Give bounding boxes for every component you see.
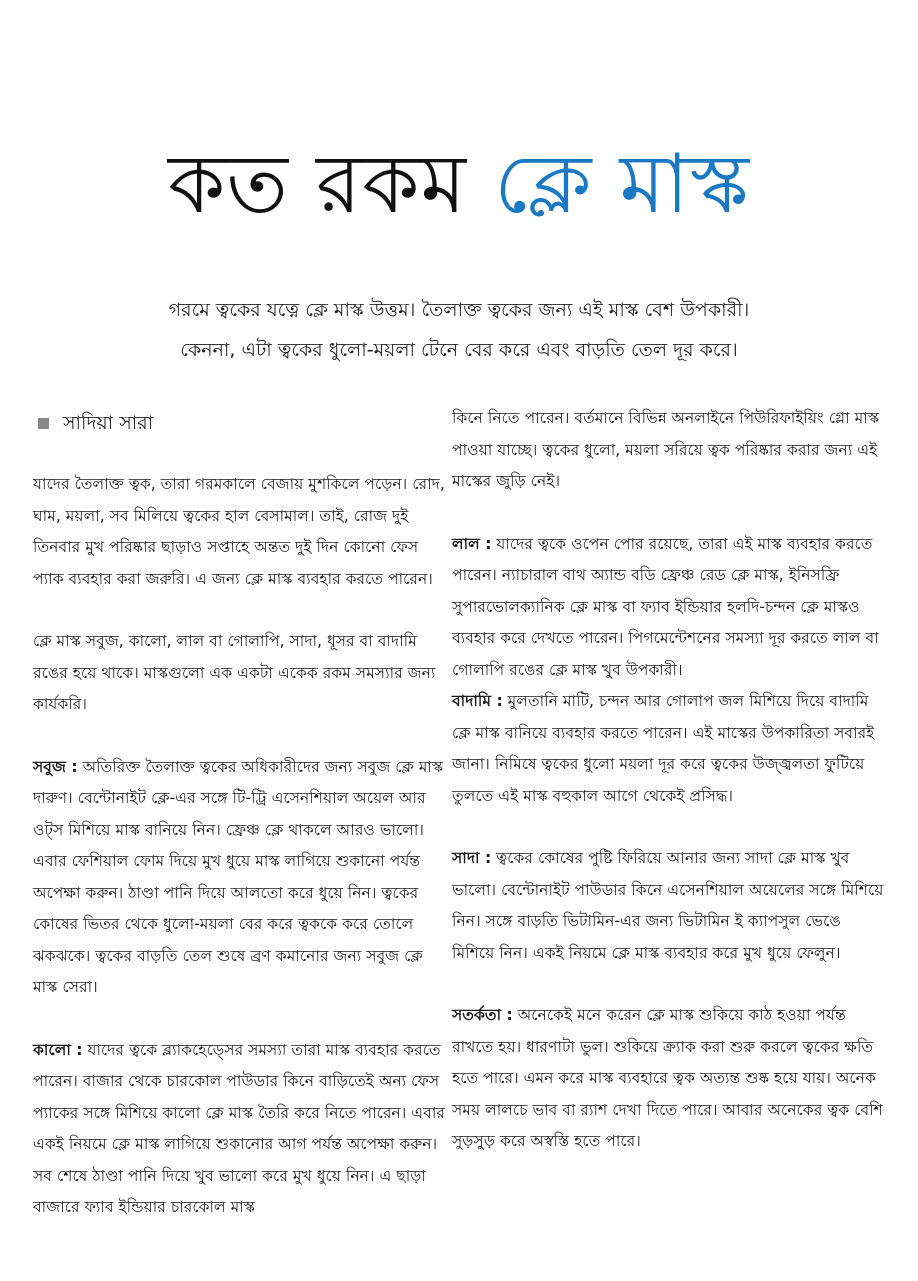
paragraph-colors: ক্লে মাস্ক সবুজ, কালো, লাল বা গোলাপি, সাদা, ধূসর বা বাদামি রঙের হয়ে থাকে। মাস্কগুলো এক একটা একেক রকম সমস্যার জন্য কার্যকরি। xyxy=(33,632,436,713)
intro-line-2: কেননা, এটা ত্বকের ধুলো-ময়লা টেনে বের করে এবং বাড়তি তেল দূর করে। xyxy=(180,339,738,361)
left-column xyxy=(33,405,445,1255)
paragraph-red xyxy=(452,529,888,687)
paragraph-caution xyxy=(452,1000,888,1158)
page-title xyxy=(0,135,918,235)
text-white: ত্বকের কোষের পুষ্টি ফিরিয়ে আনার জন্য সাদা ক্লে মাস্ক খুব ভালো। বেন্টোনাইট পাউডার কিনে এসেনশিয়াল অয়েলের সঙ্গে মিশিয়ে নিন। সঙ্গে বাড়তি ভিটামিন-এর জন্য ভিটামিন ই ক্যাপসুল ভেঙে মিশিয়ে নিন। একই নিয়মে ক্লে মাস্ক ব্যবহার করে মুখ ধুয়ে ফেলুন। xyxy=(452,849,884,962)
label-black: কালো : xyxy=(33,1040,83,1059)
text-green: অতিরিক্ত তৈলাক্ত ত্বকের অধিকারীদের জন্য সবুজ ক্লে মাস্ক দারুণ। বেন্টোনাইট ক্লে-এর সঙ্গে টি-ট্রি এসেনশিয়াল অয়েল আর ওট্স মিশিয়ে মাস্ক বানিয়ে নিন। ফ্রেঞ্চ ক্লে থাকলে আরও ভালো। এবার ফেশিয়াল ফোম দিয়ে মুখ ধুয়ে মাস্ক লাগিয়ে শুকানো পর্যন্ত অপেক্ষা করুন। ঠাণ্ডা পানি দিয়ে আলতো করে ধুয়ে নিন। ত্বকের কোষের ভিতর থেকে ধুলো-ময়লা বের করে ত্বককে করে তোলে ঝকঝকে। ত্বকের বাড়তি তেল শুষে ব্রণ কমানোর জন্য সবুজ ক্লে মাস্ক সেরা। xyxy=(33,757,444,996)
label-caution: সতর্কতা : xyxy=(452,1006,513,1024)
paragraph-continued: কিনে নিতে পারেন। বর্তমানে বিভিন্ন অনলাইনে পিউরিফাইয়িং গ্লো মাস্ক পাওয়া যাচ্ছে। ত্বকের ধুলো, ময়লা সরিয়ে ত্বক পরিষ্কার করার জন্য এই মাস্কের জুড়ি নেই। xyxy=(452,409,880,490)
text-caution: অনেকেই মনে করেন ক্লে মাস্ক শুকিয়ে কাঠ হওয়া পর্যন্ত রাখতে হয়। ধারণাটা ভুল। শুকিয়ে ক্র্যাক করা শুরু করলে ত্বকের ক্ষতি হতে পারে। এমন করে মাস্ক ব্যবহারে ত্বক অত্যন্ত শুষ্ক হয়ে যায়। অনেক সময় লালচে ভাব বা র‍্যাশ দেখা দিতে পারে। আবার অনেকের ত্বক বেশি সুড়সুড় করে অস্বস্তি হতে পারে। xyxy=(452,1006,883,1150)
byline xyxy=(33,405,445,441)
paragraph-white xyxy=(452,843,888,969)
right-column xyxy=(452,403,888,1189)
title-part-black: কত রকম xyxy=(168,137,467,232)
text-black: যাদের ত্বকে ব্ল্যাকহেড্সের সমস্যা তারা মাস্ক ব্যবহার করতে পারেন। বাজার থেকে চারকোল পাউডার কিনে বাড়িতেই অন্য ফেস প্যাকের সঙ্গে মিশিয়ে কালো ক্লে মাস্ক তৈরি করে নিতে পারেন। এবার একই নিয়মে ক্লে মাস্ক লাগিয়ে শুকানোর আগ পর্যন্ত অপেক্ষা করুন। সব শেষে ঠাণ্ডা পানি দিয়ে খুব ভালো করে মুখ ধুয়ে নিন। এ ছাড়া বাজারে ফ্যাব ইন্ডিয়ার চারকোল মাস্ক xyxy=(33,1040,445,1216)
label-white: সাদা : xyxy=(452,849,492,867)
intro-line-1: গরমে ত্বকের যত্নে ক্লে মাস্ক উত্তম। তৈলাক্ত ত্বকের জন্য এই মাস্ক বেশ উপকারী। xyxy=(168,299,750,321)
paragraph-brown xyxy=(452,686,888,812)
label-green: সবুজ : xyxy=(33,757,78,776)
label-brown: বাদামি : xyxy=(452,692,503,710)
text-red: যাদের ত্বকে ওপেন পোর রয়েছে, তারা এই মাস্ক ব্যবহার করতে পারেন। ন্যাচারাল বাথ অ্যান্ড বডি ফ্রেঞ্চ রেড ক্লে মাস্ক, ইনিসফ্রি সুপারভোলক্যানিক ক্লে মাস্ক বা ফ্যাব ইন্ডিয়ার হলদি-চন্দন ক্লে মাস্কও ব্যবহার করে দেখতে পারেন। পিগমেন্টেশনের সমস্যা দূর করতে লাল বা গোলাপি রঙের ক্লে মাস্ক খুব উপকারী। xyxy=(452,534,879,679)
paragraph-intro: যাদের তৈলাক্ত ত্বক, তারা গরমকালে বেজায় মুশকিলে পড়েন। রোদ, ঘাম, ময়লা, সব মিলিয়ে ত্বকের হাল বেসামাল। তাই, রোজ দুই তিনবার মুখ পরিষ্কার ছাড়াও সপ্তাহে অন্তত দুই দিন কোনো ফেস প্যাক ব্যবহার করা জরুরি। এ জন্য ক্লে মাস্ক ব্যবহার করতে পারেন। xyxy=(33,475,445,588)
paragraph-green xyxy=(33,752,445,1004)
author-name: সাদিয়া সারা xyxy=(63,412,154,434)
label-red: লাল : xyxy=(452,534,492,553)
title-part-blue: ক্লে মাস্ক xyxy=(494,137,750,232)
text-brown: মুলতানি মাটি, চন্দন আর গোলাপ জল মিশিয়ে দিয়ে বাদামি ক্লে মাস্ক বানিয়ে ব্যবহার করতে পারেন। এই মাস্কের উপকারিতা সবারই জানা। নিমিষে ত্বকের ধুলো ময়লা দূর করে ত্বকের উজ্জ্বলতা ফুটিয়ে তুলতে এই মাস্ক বহুকাল আগে থেকেই প্রসিদ্ধ। xyxy=(452,692,875,805)
intro-lead xyxy=(40,290,878,370)
square-bullet-icon xyxy=(38,418,49,429)
paragraph-black xyxy=(33,1035,445,1224)
